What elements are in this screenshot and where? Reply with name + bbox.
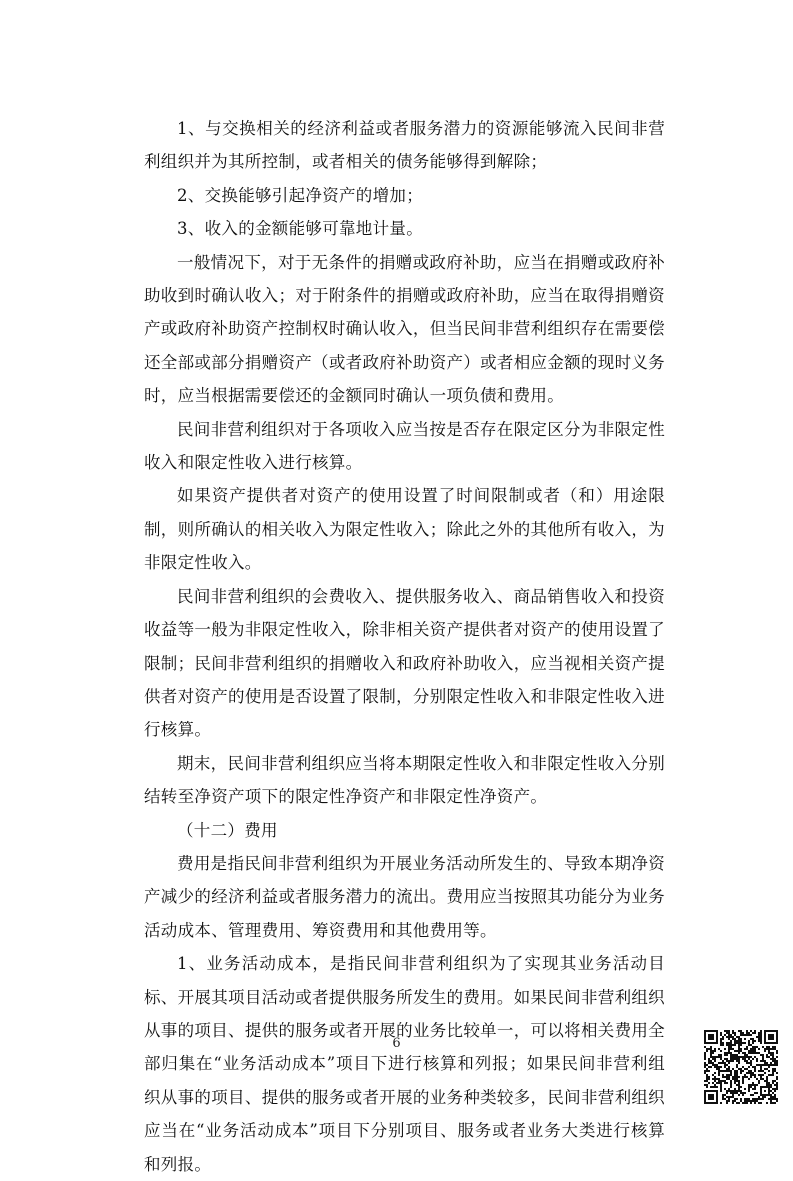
paragraph: 民间非营利组织的会费收入、提供服务收入、商品销售收入和投资收益等一般为非限定性收入，除非相关资产提供者对资产的使用设置了限制；民间非营利组织的捐赠收入和政府补助收入，应当视相关资产提供者对资产的使用是否设置了限制，分别限定性收入和非限定性收入进行核算。 (144, 586, 665, 740)
qr-code-icon (704, 1030, 778, 1104)
paragraph: 费用是指民间非营利组织为开展业务活动所发生的、导致本期净资产减少的经济利益或者服务潜力的流出。费用应当按照其功能分为业务活动成本、管理费用、筹资费用和其他费用等。 (144, 853, 665, 940)
paragraph: 1、业务活动成本，是指民间非营利组织为了实现其业务活动目标、开展其项目活动或者提供服务所发生的费用。如果民间非营利组织从事的项目、提供的服务或者开展的业务比较单一，可以将相关费用全部归集在“业务活动成本”项目下进行核算和列报；如果民间非营利组织从事的项目、提供的服务或者开展的业务种类较多，民间非营利组织应当在“业务活动成本”项目下分别项目、服务或者业务大类进行核算和列报。 (144, 954, 665, 1174)
page-number: 6 (392, 1036, 401, 1051)
document-body (144, 112, 665, 1181)
paragraph: 期末，民间非营利组织应当将本期限定性收入和非限定性收入分别结转至净资产项下的限定性净资产和非限定性净资产。 (144, 753, 665, 807)
paragraph: 3、收入的金额能够可靠地计量。 (177, 219, 423, 239)
paragraph: 民间非营利组织对于各项收入应当按是否存在限定区分为非限定性收入和限定性收入进行核算。 (144, 419, 665, 473)
paragraph: 1、与交换相关的经济利益或者服务潜力的资源能够流入民间非营利组织并为其所控制，或者相关的债务能够得到解除； (144, 119, 665, 172)
paragraph: 2、交换能够引起净资产的增加； (177, 185, 423, 205)
section-heading: （十二）费用 (177, 820, 278, 840)
paragraph: 一般情况下，对于无条件的捐赠或政府补助，应当在捐赠或政府补助收到时确认收入；对于附条件的捐赠或政府补助，应当在取得捐赠资产或政府补助资产控制权时确认收入，但当民间非营利组织存在需要偿还全部或部分捐赠资产（或者政府补助资产）或者相应金额的现时义务时，应当根据需要偿还的金额同时确认一项负债和费用。 (144, 252, 665, 406)
paragraph: 如果资产提供者对资产的使用设置了时间限制或者（和）用途限制，则所确认的相关收入为限定性收入；除此之外的其他所有收入，为非限定性收入。 (144, 486, 665, 573)
